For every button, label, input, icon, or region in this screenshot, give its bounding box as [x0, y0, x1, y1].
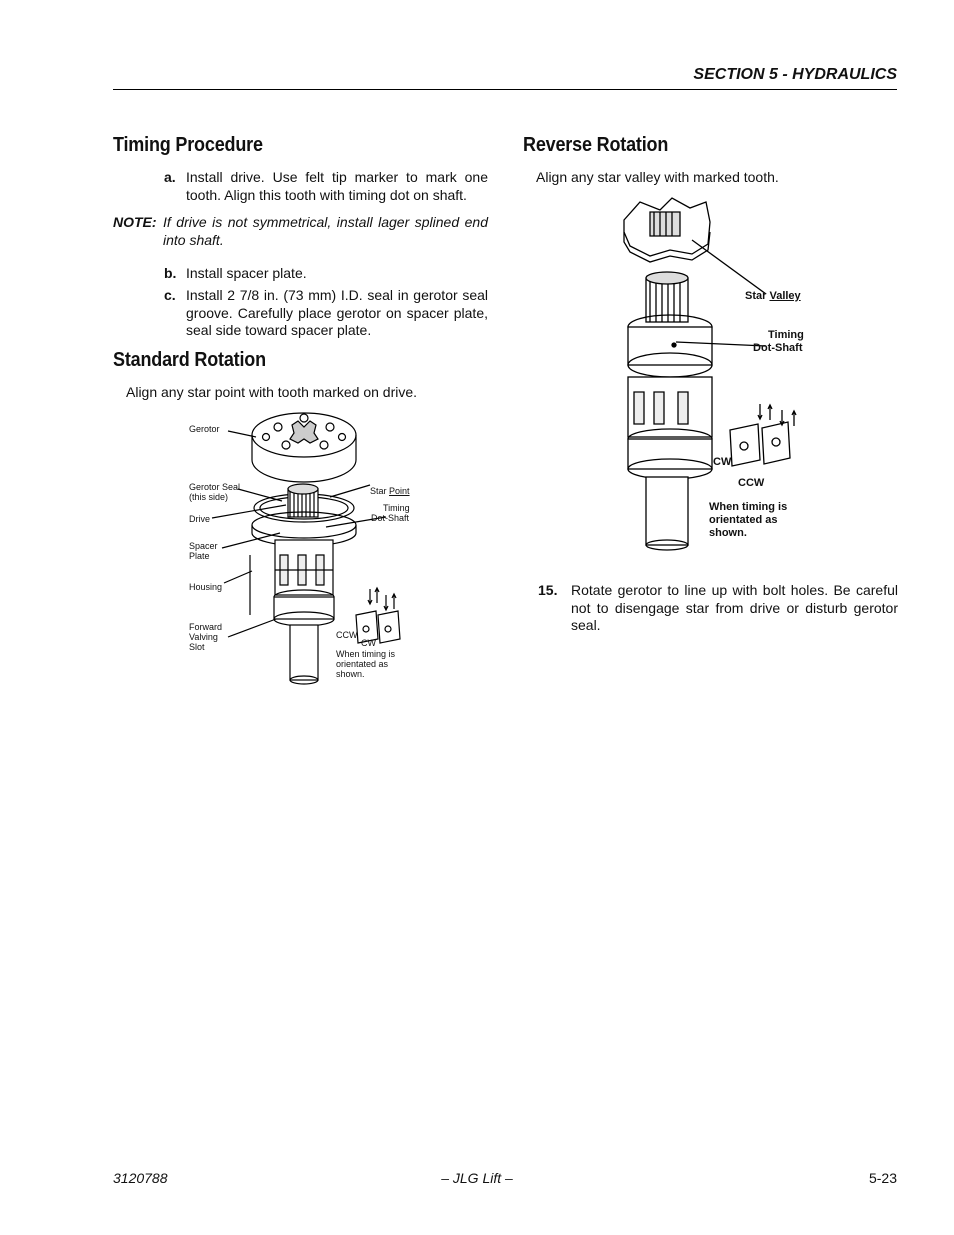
standard-rotation-heading: Standard Rotation	[113, 349, 266, 371]
label-plate: Plate	[189, 551, 210, 561]
label-gerotor-seal: Gerotor Seal	[189, 482, 241, 492]
timing-procedure-heading: Timing Procedure	[113, 134, 263, 156]
header-rule	[113, 89, 897, 90]
label-cw: CW	[361, 638, 376, 648]
reverse-rotation-heading: Reverse Rotation	[523, 134, 669, 156]
label-when-3: shown.	[336, 669, 365, 679]
step-c-text: Install 2 7/8 in. (73 mm) I.D. seal in gerotor seal groove. Carefully place gerotor on spacer plate, seal side toward spacer plate.	[186, 287, 488, 338]
note-text: If drive is not symmetrical, install lager splined end into shaft.	[163, 214, 488, 248]
step-15-text: Rotate gerotor to line up with bolt holes. Be careful not to disengage star from drive or disturb gerotor seal.	[571, 582, 898, 633]
footer-doc-number: 3120788	[113, 1170, 168, 1186]
label-reverse-cw: CW	[713, 456, 732, 468]
label-slot: Slot	[189, 642, 205, 652]
label-ccw: CCW	[336, 630, 358, 640]
label-star-point: Star Point	[370, 486, 410, 496]
label-gerotor: Gerotor	[189, 424, 220, 434]
label-reverse-timing: Timing	[768, 329, 804, 341]
label-when-1: When timing is	[336, 649, 396, 659]
label-reverse-when-3: shown.	[709, 527, 747, 539]
section-header: SECTION 5 - HYDRAULICS	[693, 66, 897, 83]
footer-page-number: 5-23	[868, 1170, 897, 1186]
label-when-2: orientated as	[336, 659, 389, 669]
step-15-label: 15.	[538, 582, 558, 598]
note-label: NOTE:	[113, 214, 157, 230]
standard-intro: Align any star point with tooth marked on drive.	[126, 384, 418, 400]
label-star-valley: Star Valley	[745, 290, 801, 302]
label-timing: Timing	[383, 503, 410, 513]
label-forward: Forward	[189, 622, 223, 632]
label-spacer: Spacer	[189, 541, 218, 551]
label-dot-shaft: Dot-Shaft	[371, 513, 410, 523]
label-reverse-ccw: CCW	[738, 477, 765, 489]
step-a-text: Install drive. Use felt tip marker to mark one tooth. Align this tooth with timing dot on shaft.	[186, 169, 488, 203]
footer-center: – JLG Lift –	[441, 1170, 513, 1186]
label-drive: Drive	[189, 514, 211, 524]
step-b-text: Install spacer plate.	[186, 265, 307, 281]
label-reverse-dot-shaft: Dot-Shaft	[753, 342, 803, 354]
step-a-label: a.	[164, 169, 176, 185]
label-housing: Housing	[189, 582, 223, 592]
step-b-label: b.	[164, 265, 177, 281]
reverse-intro: Align any star valley with marked tooth.	[536, 169, 779, 185]
label-reverse-when-1: When timing is	[709, 501, 788, 513]
label-reverse-when-2: orientated as	[709, 514, 778, 526]
step-c-label: c.	[164, 287, 176, 303]
label-this-side: (this side)	[189, 492, 229, 502]
label-valving: Valving	[189, 632, 218, 642]
